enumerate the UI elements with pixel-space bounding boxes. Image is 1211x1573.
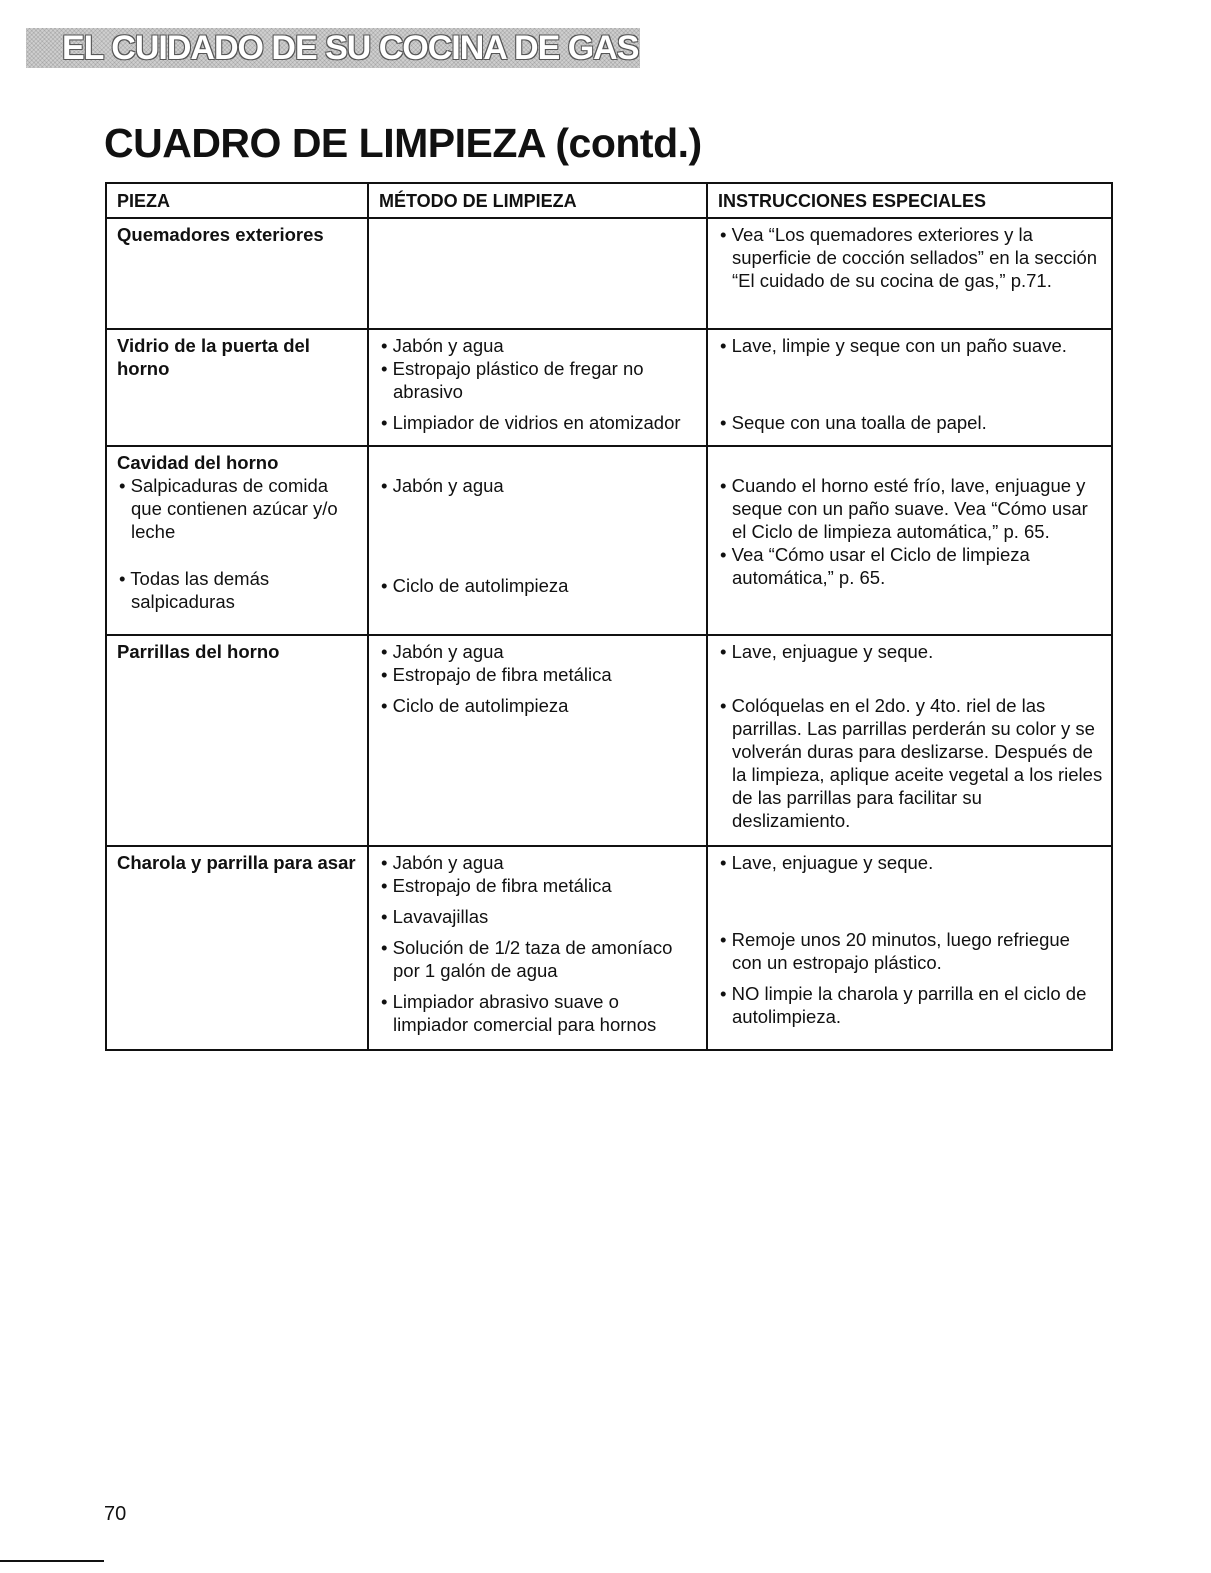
method-cell (368, 846, 707, 1050)
method-item: • Jabón y agua (379, 474, 698, 497)
method-item: • Solución de 1/2 taza de amoníaco por 1 galón de agua (379, 936, 698, 982)
instruction-item: • Remoje unos 20 minutos, luego refriegue con un estropajo plástico. (718, 928, 1103, 974)
table-row (106, 446, 1112, 635)
method-item: • Jabón y agua (379, 640, 698, 663)
method-item: • Ciclo de autolimpieza (379, 574, 698, 597)
piece-subitem: • Todas las demás salpicaduras (117, 567, 359, 613)
instructions-cell (707, 446, 1112, 635)
piece-cell (106, 218, 368, 329)
footer-divider (0, 1560, 104, 1562)
method-item: • Jabón y agua (379, 334, 698, 357)
instruction-item: • NO limpie la charola y parrilla en el ciclo de autolimpieza. (718, 982, 1103, 1028)
instruction-item: • Cuando el horno esté frío, lave, enjuague y seque con un paño suave. Vea “Cómo usar el Ciclo de limpieza automática,” p. 65. (718, 474, 1103, 543)
piece-cell (106, 329, 368, 446)
piece-name: Cavidad del horno (117, 452, 279, 473)
instruction-item: • Vea “Los quemadores exteriores y la superficie de cocción sellados” en la sección “El cuidado de su cocina de gas,” p.71. (718, 223, 1103, 292)
instruction-item: • Seque con una toalla de papel. (718, 411, 1103, 434)
method-cell (368, 218, 707, 329)
instruction-item: • Vea “Cómo usar el Ciclo de limpieza automática,” p. 65. (718, 543, 1103, 589)
instruction-item: • Lave, limpie y seque con un paño suave. (718, 334, 1103, 357)
method-item: • Estropajo de fibra metálica (379, 874, 698, 897)
section-banner-text: EL CUIDADO DE SU COCINA DE GAS (62, 28, 639, 67)
piece-name: Parrillas del horno (117, 641, 280, 662)
piece-name: Quemadores exteriores (117, 224, 324, 245)
instructions-cell (707, 846, 1112, 1050)
section-banner (26, 28, 640, 68)
instruction-item: • Lave, enjuague y seque. (718, 851, 1103, 874)
method-cell (368, 446, 707, 635)
column-header-method: MÉTODO DE LIMPIEZA (368, 183, 707, 218)
method-item: • Limpiador de vidrios en atomizador (379, 411, 698, 434)
instructions-cell (707, 218, 1112, 329)
table-row (106, 846, 1112, 1050)
piece-subitem: • Salpicaduras de comida que contienen azúcar y/o leche (117, 474, 359, 543)
column-header-instructions: INSTRUCCIONES ESPECIALES (707, 183, 1112, 218)
method-cell (368, 329, 707, 446)
column-header-piece: PIEZA (106, 183, 368, 218)
piece-name: Vidrio de la puerta del horno (117, 335, 310, 379)
piece-cell (106, 635, 368, 846)
cleaning-chart-table (105, 182, 1113, 1051)
method-item: • Jabón y agua (379, 851, 698, 874)
method-item: • Limpiador abrasivo suave o limpiador comercial para hornos (379, 990, 698, 1036)
method-item: • Estropajo de fibra metálica (379, 663, 698, 686)
table-row (106, 329, 1112, 446)
method-cell (368, 635, 707, 846)
page-title: CUADRO DE LIMPIEZA (contd.) (104, 120, 702, 166)
table-row (106, 635, 1112, 846)
page-number: 70 (104, 1503, 127, 1525)
instructions-cell (707, 329, 1112, 446)
method-item: • Estropajo plástico de fregar no abrasivo (379, 357, 698, 403)
piece-name: Charola y parrilla para asar (117, 852, 356, 873)
method-item: • Lavavajillas (379, 905, 698, 928)
instructions-cell (707, 635, 1112, 846)
piece-cell (106, 446, 368, 635)
table-row (106, 218, 1112, 329)
instruction-item: • Colóquelas en el 2do. y 4to. riel de las parrillas. Las parrillas perderán su color y se volverán duras para deslizarse. Después de la limpieza, aplique aceite vegetal a los rieles de las parrillas para facilitar su deslizamiento. (718, 694, 1103, 832)
instruction-item: • Lave, enjuague y seque. (718, 640, 1103, 663)
table-header-row (106, 183, 1112, 218)
method-item: • Ciclo de autolimpieza (379, 694, 698, 717)
piece-cell (106, 846, 368, 1050)
